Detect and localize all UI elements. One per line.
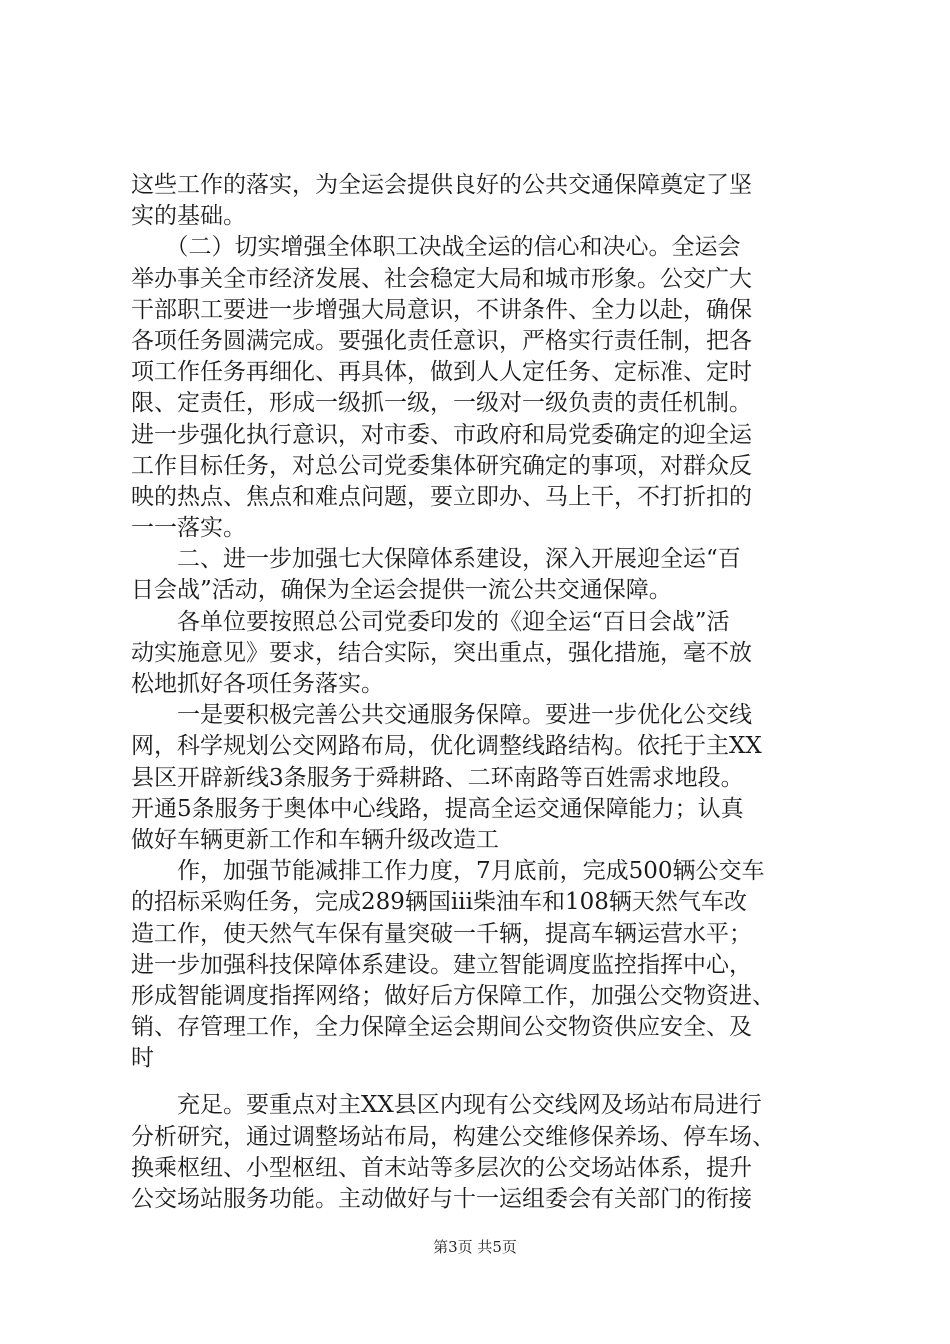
text-line: 公交场站服务功能。主动做好与十一运组委会有关部门的衔接 <box>131 1186 752 1212</box>
text-line: （二）切实增强全体职工决战全运的信心和决心。全运会 <box>131 234 741 261</box>
text-line: 限、定责任，形成一级抓一级，一级对一级负责的责任机制。 <box>131 390 752 417</box>
text-line: 实的基础。 <box>131 203 246 230</box>
text-line: 日会战”活动，确保为全运会提供一流公共交通保障。 <box>131 577 672 604</box>
text-line: 的招标采购任务，完成289辆国iii柴油车和108辆天然气车改 <box>131 889 747 916</box>
text-line: 各单位要按照总公司党委印发的《迎全运“百日会战”活 <box>131 608 730 635</box>
text-line: 进一步强化执行意识，对市委、市政府和局党委确定的迎全运 <box>131 421 752 448</box>
text-line: 分析研究，通过调整场站布局，构建公交维修保养场、停车场、 <box>131 1123 775 1150</box>
text-line: 干部职工要进一步增强大局意识，不讲条件、全力以赴，确保 <box>131 296 752 323</box>
text-line: 进一步加强科技保障体系建设。建立智能调度监控指挥中心， <box>131 951 752 978</box>
text-line: 作，加强节能减排工作力度，7月底前，完成500辆公交车 <box>131 858 765 885</box>
text-line: 二、进一步加强七大保障体系建设，深入开展迎全运“百 <box>131 546 741 573</box>
text-line: 工作目标任务，对总公司党委集体研究确定的事项，对群众反 <box>131 452 752 479</box>
text-line: 充足。要重点对主XX县区内现有公交线网及场站布局进行 <box>131 1092 762 1119</box>
text-line: 一一落实。 <box>131 515 246 542</box>
text-line: 换乘枢纽、小型枢纽、首末站等多层次的公交场站体系，提升 <box>131 1154 752 1181</box>
text-line: 销、存管理工作，全力保障全运会期间公交物资供应安全、及 <box>131 1014 752 1041</box>
text-line: 这些工作的落实，为全运会提供良好的公共交通保障奠定了坚 <box>131 172 752 198</box>
text-line: 项工作任务再细化、再具体，做到人人定任务、定标准、定时 <box>131 359 752 386</box>
text-line: 做好车辆更新工作和车辆升级改造工 <box>131 826 499 853</box>
page-number: 第3页 共5页 <box>433 1238 517 1256</box>
text-line: 映的热点、焦点和难点问题，要立即办、马上干，不打折扣的 <box>131 483 752 510</box>
text-line: 一是要积极完善公共交通服务保障。要进一步优化公交线 <box>131 702 752 729</box>
text-line: 各项任务圆满完成。要强化责任意识，严格实行责任制，把各 <box>131 327 752 354</box>
text-line: 造工作，使天然气车保有量突破一千辆，提高车辆运营水平； <box>131 920 752 947</box>
document-body <box>131 170 831 1215</box>
text-line: 时 <box>131 1045 154 1072</box>
page-footer <box>0 1236 950 1257</box>
text-line: 举办事关全市经济发展、社会稳定大局和城市形象。公交广大 <box>131 265 752 292</box>
text-line: 松地抓好各项任务落实。 <box>131 671 384 697</box>
text-line: 形成智能调度指挥网络；做好后方保障工作，加强公交物资进、 <box>131 982 775 1009</box>
text-line: 网，科学规划公交网路布局，优化调整线路结构。依托于主XX <box>131 733 762 760</box>
text-line: 开通5条服务于奥体中心线路，提高全运交通保障能力；认真 <box>131 795 744 822</box>
text-line: 县区开辟新线3条服务于舜耕路、二环南路等百姓需求地段。 <box>131 764 744 791</box>
text-line: 动实施意见》要求，结合实际，突出重点，强化措施，毫不放 <box>131 639 752 666</box>
